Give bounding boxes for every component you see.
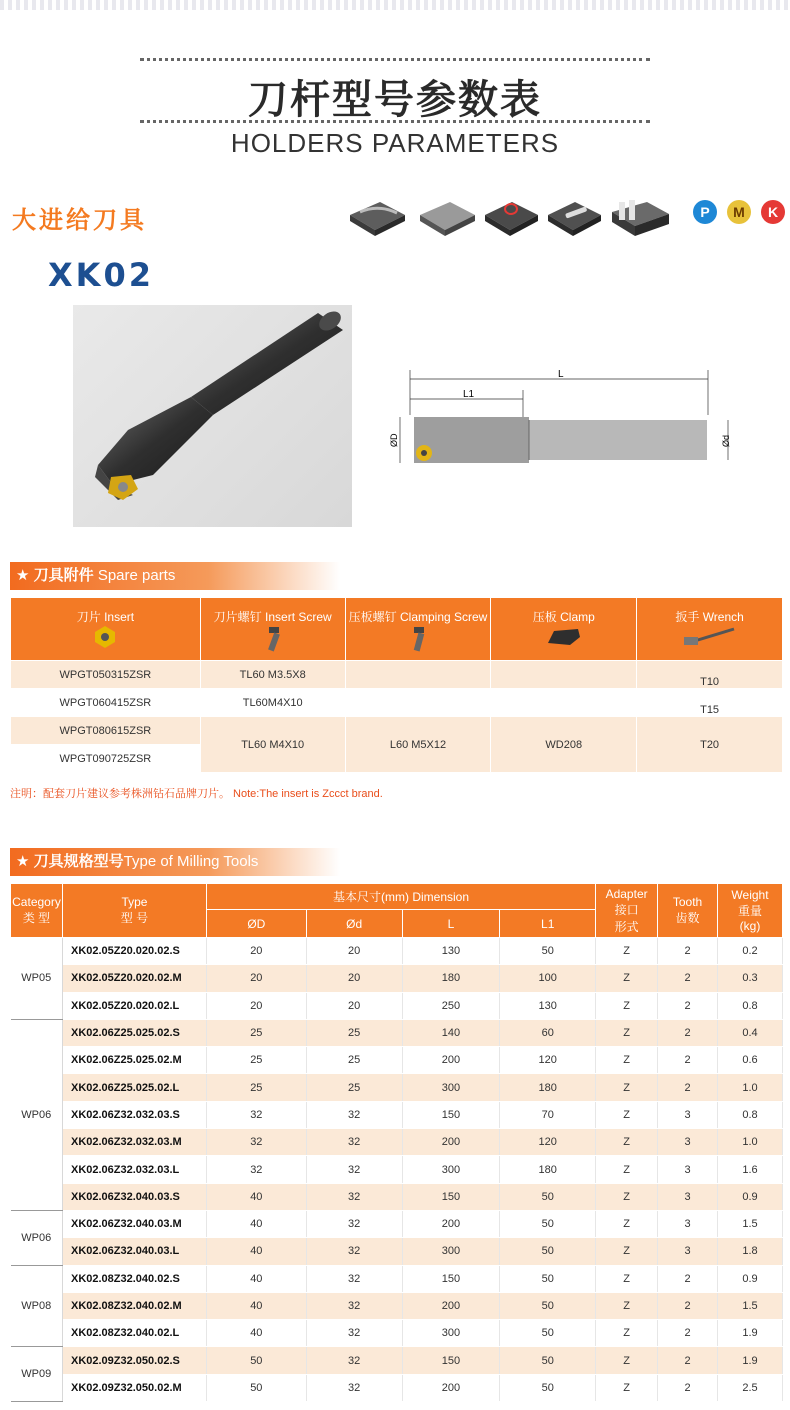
col-type-en: Type	[121, 895, 148, 909]
tooth-cell: 2	[658, 1019, 718, 1046]
adapter-cell: Z	[596, 1374, 658, 1401]
weight-cell: 1.0	[718, 1074, 783, 1101]
spare-parts-table	[10, 597, 783, 773]
clamping-screw-cell: L60 M5X12	[345, 717, 491, 773]
col-weight	[718, 884, 783, 938]
category-cell: WP06	[11, 1019, 63, 1210]
d-cell: 32	[306, 1238, 402, 1265]
col-weight-cn: 重量	[737, 904, 762, 918]
tooth-cell: 3	[658, 1210, 718, 1237]
tool-row	[11, 1101, 783, 1128]
dim-label-l: L	[558, 369, 564, 380]
type-cell: XK02.05Z20.020.02.M	[62, 965, 206, 992]
type-cell: XK02.05Z20.020.02.S	[62, 938, 206, 965]
d-cell: 32	[306, 1292, 402, 1319]
col-d-small: Ød	[306, 910, 402, 938]
l-cell: 200	[402, 1292, 500, 1319]
col-tooth-en: Tooth	[672, 895, 703, 909]
d-cell: 40	[206, 1265, 306, 1292]
adapter-cell: Z	[596, 938, 658, 965]
product-photo	[73, 305, 352, 527]
l1-cell: 50	[500, 938, 596, 965]
type-cell: XK02.05Z20.020.02.L	[62, 992, 206, 1019]
adapter-cell: Z	[596, 1320, 658, 1347]
col-wrench-en: Wrench	[702, 610, 744, 624]
tooth-cell: 2	[658, 992, 718, 1019]
d-cell: 20	[306, 965, 402, 992]
insert-shape-2-icon	[420, 202, 475, 236]
col-insert-screw-en: Insert Screw	[265, 610, 332, 624]
l-cell: 200	[402, 1129, 500, 1156]
d-cell: 20	[206, 992, 306, 1019]
d-cell: 40	[206, 1183, 306, 1210]
type-cell: XK02.09Z32.050.02.S	[62, 1347, 206, 1374]
tool-row	[11, 1347, 783, 1374]
type-cell: XK02.06Z32.032.03.L	[62, 1156, 206, 1183]
d-cell: 32	[306, 1347, 402, 1374]
insert-cell: WPGT090725ZSR	[11, 745, 201, 773]
weight-cell: 0.9	[718, 1265, 783, 1292]
empty-cell	[345, 661, 491, 689]
adapter-cell: Z	[596, 965, 658, 992]
l1-cell: 60	[500, 1019, 596, 1046]
adapter-cell: Z	[596, 1292, 658, 1319]
adapter-cell: Z	[596, 1265, 658, 1292]
col-clamp-cn: 压板	[532, 610, 557, 624]
spare-row	[11, 661, 783, 689]
insert-shape-icons	[345, 190, 675, 240]
weight-cell: 0.2	[718, 938, 783, 965]
adapter-cell: Z	[596, 1101, 658, 1128]
l1-cell: 50	[500, 1210, 596, 1237]
col-dimension: 基本尺寸(mm) Dimension	[206, 884, 595, 910]
d-cell: 50	[206, 1347, 306, 1374]
d-cell: 25	[306, 1019, 402, 1046]
dim-label-d-small: Ød	[721, 434, 731, 447]
tool-row	[11, 1074, 783, 1101]
type-cell: XK02.06Z25.025.02.S	[62, 1019, 206, 1046]
col-d-big: ØD	[206, 910, 306, 938]
product-category: 大进给刀具	[12, 206, 147, 234]
weight-cell: 0.8	[718, 992, 783, 1019]
col-insert-cn: 刀片	[76, 610, 101, 624]
weight-cell: 1.9	[718, 1320, 783, 1347]
material-badge-k: K	[761, 200, 785, 224]
insert-shape-5-icon	[612, 200, 669, 236]
tool-row	[11, 1156, 783, 1183]
col-insert	[11, 598, 201, 661]
clamp-icon	[544, 625, 584, 649]
d-cell: 32	[306, 1374, 402, 1401]
col-clamping-screw	[345, 598, 491, 661]
tool-row	[11, 992, 783, 1019]
l-cell: 150	[402, 1101, 500, 1128]
adapter-cell: Z	[596, 1129, 658, 1156]
insert-cell: WPGT050315ZSR	[11, 661, 201, 689]
d-cell: 25	[306, 1074, 402, 1101]
wrench-cell: T20	[637, 717, 783, 773]
tooth-cell: 2	[658, 1265, 718, 1292]
tool-row	[11, 1265, 783, 1292]
col-insert-screw-cn: 刀片螺钉	[213, 610, 262, 624]
col-category	[11, 884, 63, 938]
l-cell: 300	[402, 1156, 500, 1183]
type-cell: XK02.09Z32.050.02.M	[62, 1374, 206, 1401]
product-model: XK02	[48, 256, 154, 294]
weight-cell: 1.9	[718, 1347, 783, 1374]
l-cell: 150	[402, 1183, 500, 1210]
d-cell: 32	[306, 1265, 402, 1292]
insert-shape-3-icon	[485, 202, 538, 236]
tools-heading-cn: 刀具规格型号	[33, 853, 124, 870]
dimension-drawing	[378, 365, 758, 475]
tooth-cell: 2	[658, 1292, 718, 1319]
l-cell: 200	[402, 1374, 500, 1401]
tool-row	[11, 938, 783, 965]
empty-cell	[491, 689, 637, 717]
tooth-cell: 2	[658, 1347, 718, 1374]
tooth-cell: 2	[658, 1374, 718, 1401]
adapter-cell: Z	[596, 1183, 658, 1210]
d-cell: 32	[206, 1101, 306, 1128]
type-cell: XK02.06Z25.025.02.M	[62, 1047, 206, 1074]
type-cell: XK02.06Z32.032.03.M	[62, 1129, 206, 1156]
l-cell: 140	[402, 1019, 500, 1046]
spare-parts-note: 注明：配套刀片建议参考株洲钻石品牌刀片。 Note:The insert is Zccct brand.	[10, 788, 383, 800]
tools-header-row-1	[11, 884, 783, 910]
adapter-cell: Z	[596, 1156, 658, 1183]
d-cell: 25	[206, 1047, 306, 1074]
empty-cell	[345, 689, 491, 717]
insert-screw-cell: TL60 M3.5X8	[200, 661, 345, 689]
divider-top	[140, 58, 650, 61]
type-cell: XK02.08Z32.040.02.L	[62, 1320, 206, 1347]
l1-cell: 50	[500, 1292, 596, 1319]
tooth-cell: 3	[658, 1238, 718, 1265]
spare-parts-heading-cn: 刀具附件	[33, 567, 94, 584]
d-cell: 32	[306, 1320, 402, 1347]
spare-row	[11, 717, 783, 745]
tool-row	[11, 1292, 783, 1319]
l1-cell: 50	[500, 1347, 596, 1374]
l1-cell: 120	[500, 1047, 596, 1074]
spare-parts-header-row	[11, 598, 783, 661]
spare-parts-heading-en: Spare parts	[97, 567, 176, 584]
type-cell: XK02.06Z32.032.03.S	[62, 1101, 206, 1128]
insert-screw-cell: TL60 M4X10	[200, 717, 345, 773]
top-stripe	[0, 0, 790, 10]
divider-bottom	[140, 120, 650, 123]
d-cell: 25	[206, 1074, 306, 1101]
insert-shape-4-icon	[548, 202, 601, 236]
tooth-cell: 2	[658, 938, 718, 965]
d-cell: 20	[306, 992, 402, 1019]
empty-cell	[491, 661, 637, 689]
l1-cell: 50	[500, 1265, 596, 1292]
l-cell: 300	[402, 1238, 500, 1265]
d-cell: 20	[306, 938, 402, 965]
col-wrench	[637, 598, 783, 661]
dim-label-d-big: ØD	[389, 433, 399, 447]
material-badge-m: M	[727, 200, 751, 224]
spare-parts-heading	[10, 562, 340, 590]
col-insert-en: Insert	[104, 610, 135, 624]
weight-cell: 0.6	[718, 1047, 783, 1074]
d-cell: 20	[206, 938, 306, 965]
weight-cell: 1.5	[718, 1210, 783, 1237]
l-cell: 150	[402, 1347, 500, 1374]
col-clamp-en: Clamp	[560, 610, 595, 624]
col-wrench-cn: 扳手	[675, 610, 700, 624]
tool-row	[11, 1129, 783, 1156]
col-adapter-cn1: 接口	[614, 902, 639, 917]
col-weight-en: Weight	[731, 888, 769, 902]
col-l1: L1	[500, 910, 596, 938]
adapter-cell: Z	[596, 1238, 658, 1265]
weight-cell: 1.6	[718, 1156, 783, 1183]
col-type	[62, 884, 206, 938]
l-cell: 300	[402, 1320, 500, 1347]
l-cell: 130	[402, 938, 500, 965]
l1-cell: 180	[500, 1156, 596, 1183]
col-clamping-screw-cn: 压板螺钉	[348, 610, 397, 624]
l1-cell: 180	[500, 1074, 596, 1101]
wrench-cell: T15	[637, 689, 783, 717]
tooth-cell: 3	[658, 1101, 718, 1128]
type-cell: XK02.06Z32.040.03.M	[62, 1210, 206, 1237]
l1-cell: 100	[500, 965, 596, 992]
d-cell: 40	[206, 1320, 306, 1347]
tools-table	[10, 883, 783, 1402]
d-cell: 32	[206, 1129, 306, 1156]
type-cell: XK02.08Z32.040.02.S	[62, 1265, 206, 1292]
clamp-cell: WD208	[491, 717, 637, 773]
category-cell: WP09	[11, 1347, 63, 1402]
l-cell: 200	[402, 1047, 500, 1074]
d-cell: 40	[206, 1292, 306, 1319]
tooth-cell: 2	[658, 1074, 718, 1101]
col-insert-screw	[200, 598, 345, 661]
l1-cell: 70	[500, 1101, 596, 1128]
tool-row	[11, 1210, 783, 1237]
l1-cell: 50	[500, 1183, 596, 1210]
col-category-cn: 类 型	[22, 911, 51, 925]
col-adapter-cn2: 形式	[614, 919, 639, 934]
d-cell: 25	[306, 1047, 402, 1074]
weight-cell: 0.9	[718, 1183, 783, 1210]
insert-icon	[93, 625, 117, 649]
d-cell: 50	[206, 1374, 306, 1401]
type-cell: XK02.06Z25.025.02.L	[62, 1074, 206, 1101]
page-subtitle: HOLDERS PARAMETERS	[230, 128, 560, 158]
star-icon: ★	[16, 567, 30, 584]
tool-row	[11, 965, 783, 992]
insert-screw-cell: TL60M4X10	[200, 689, 345, 717]
category-cell: WP05	[11, 938, 63, 1020]
tool-row	[11, 1374, 783, 1401]
l-cell: 180	[402, 965, 500, 992]
weight-cell: 0.3	[718, 965, 783, 992]
d-cell: 32	[206, 1156, 306, 1183]
d-cell: 40	[206, 1210, 306, 1237]
adapter-cell: Z	[596, 1347, 658, 1374]
spare-row	[11, 689, 783, 717]
tooth-cell: 3	[658, 1156, 718, 1183]
insert-cell: WPGT060415ZSR	[11, 689, 201, 717]
d-cell: 40	[206, 1238, 306, 1265]
type-cell: XK02.08Z32.040.02.M	[62, 1292, 206, 1319]
weight-cell: 1.5	[718, 1292, 783, 1319]
col-category-en: Category	[12, 895, 61, 909]
col-weight-unit: (kg)	[739, 919, 761, 933]
l-cell: 200	[402, 1210, 500, 1237]
wrench-icon	[680, 625, 740, 649]
l1-cell: 130	[500, 992, 596, 1019]
d-cell: 32	[306, 1101, 402, 1128]
d-cell: 32	[306, 1210, 402, 1237]
insert-shape-1-icon	[350, 202, 405, 236]
col-type-cn: 型 号	[120, 911, 149, 925]
weight-cell: 2.5	[718, 1374, 783, 1401]
d-cell: 25	[206, 1019, 306, 1046]
adapter-cell: Z	[596, 1047, 658, 1074]
star-icon: ★	[16, 853, 30, 870]
adapter-cell: Z	[596, 1019, 658, 1046]
adapter-cell: Z	[596, 1074, 658, 1101]
tool-row	[11, 1019, 783, 1046]
weight-cell: 0.4	[718, 1019, 783, 1046]
weight-cell: 1.8	[718, 1238, 783, 1265]
tools-heading-en: Type of Milling Tools	[123, 853, 259, 870]
tool-row	[11, 1320, 783, 1347]
tooth-cell: 2	[658, 1320, 718, 1347]
tooth-cell: 2	[658, 1047, 718, 1074]
l-cell: 150	[402, 1265, 500, 1292]
l1-cell: 120	[500, 1129, 596, 1156]
l1-cell: 50	[500, 1374, 596, 1401]
tool-row	[11, 1047, 783, 1074]
tooth-cell: 3	[658, 1183, 718, 1210]
category-cell: WP08	[11, 1265, 63, 1347]
col-adapter-en: Adapter	[605, 886, 648, 901]
col-clamping-screw-en: Clamping Screw	[399, 610, 488, 624]
col-l: L	[402, 910, 500, 938]
insert-cell: WPGT080615ZSR	[11, 717, 201, 745]
d-cell: 32	[306, 1183, 402, 1210]
clamping-screw-icon	[406, 625, 430, 653]
col-clamp	[491, 598, 637, 661]
col-tooth-cn: 齿数	[675, 911, 700, 925]
l1-cell: 50	[500, 1320, 596, 1347]
tool-row	[11, 1183, 783, 1210]
d-cell: 32	[306, 1156, 402, 1183]
weight-cell: 1.0	[718, 1129, 783, 1156]
l-cell: 250	[402, 992, 500, 1019]
l1-cell: 50	[500, 1238, 596, 1265]
wrench-cell: T10	[637, 661, 783, 689]
tools-heading	[10, 848, 340, 876]
type-cell: XK02.06Z32.040.03.S	[62, 1183, 206, 1210]
weight-cell: 0.8	[718, 1101, 783, 1128]
page-title: 刀杆型号参数表	[248, 77, 542, 123]
adapter-cell: Z	[596, 1210, 658, 1237]
col-adapter	[596, 884, 658, 938]
tooth-cell: 3	[658, 1129, 718, 1156]
adapter-cell: Z	[596, 992, 658, 1019]
tools-body	[11, 938, 783, 1402]
category-cell: WP06	[11, 1210, 63, 1265]
type-cell: XK02.06Z32.040.03.L	[62, 1238, 206, 1265]
col-tooth	[658, 884, 718, 938]
material-badge-p: P	[693, 200, 717, 224]
dim-label-l1: L1	[463, 389, 475, 400]
l-cell: 300	[402, 1074, 500, 1101]
tooth-cell: 2	[658, 965, 718, 992]
tool-row	[11, 1238, 783, 1265]
d-cell: 20	[206, 965, 306, 992]
d-cell: 32	[306, 1129, 402, 1156]
screw-icon	[261, 625, 285, 653]
